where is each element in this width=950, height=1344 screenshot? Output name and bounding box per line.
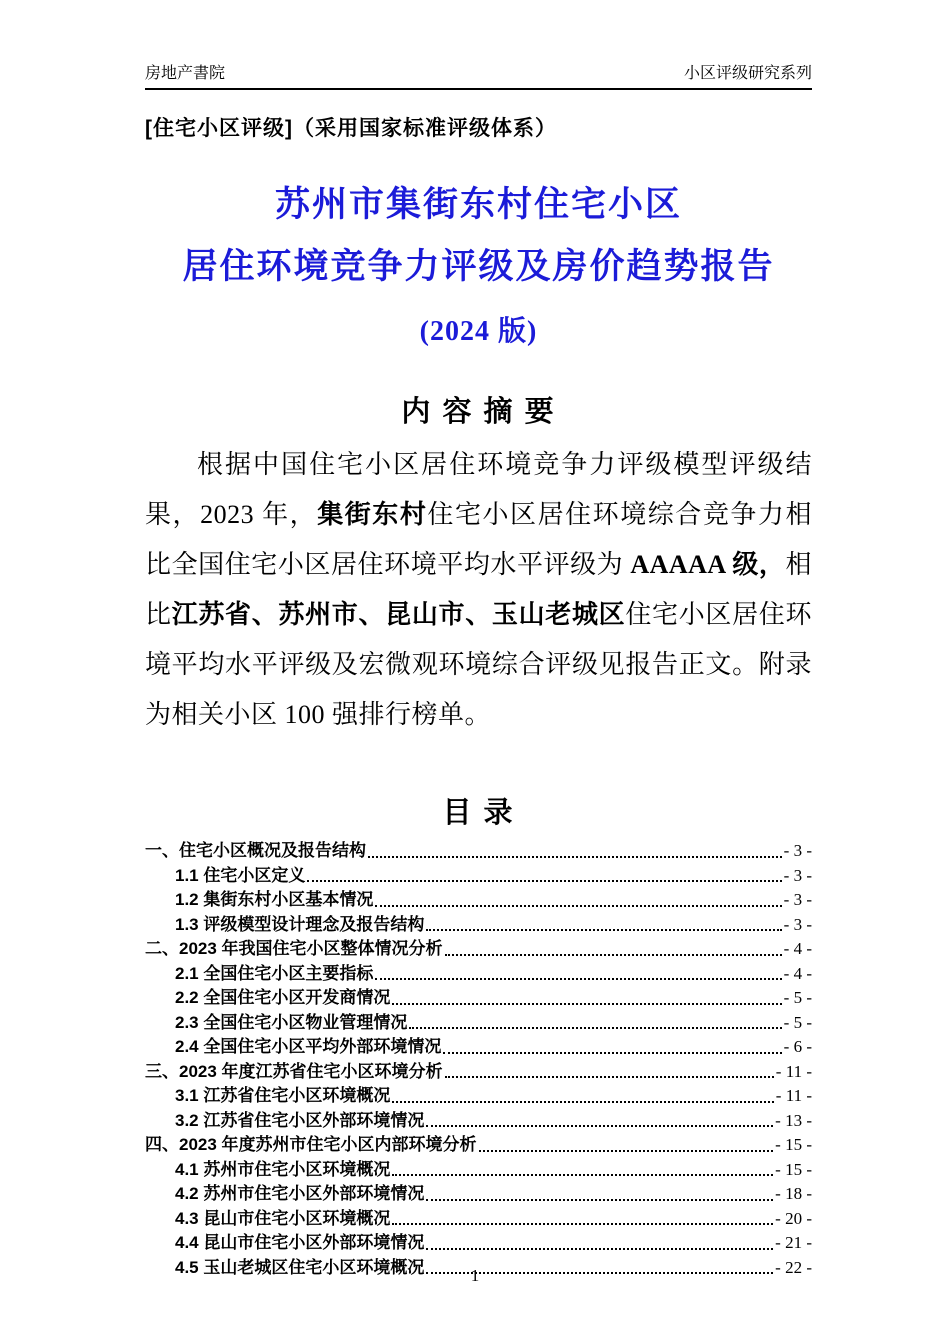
- toc-entry-page-number: - 3 -: [783, 841, 812, 860]
- page-header: [145, 60, 812, 90]
- toc-entry-page-number: - 5 -: [783, 988, 812, 1007]
- toc-leader-dots: [375, 905, 781, 907]
- toc-entry[interactable]: [145, 1133, 812, 1158]
- toc-entry[interactable]: [145, 1060, 812, 1085]
- toc-leader-dots: [426, 1248, 773, 1250]
- toc-leader-dots: [392, 1003, 781, 1005]
- toc-entry[interactable]: [145, 864, 812, 889]
- toc-entry[interactable]: [145, 1231, 812, 1256]
- header-left-text: 房地产書院: [145, 65, 226, 82]
- toc-leader-dots: [445, 1076, 774, 1078]
- toc-entry-page-number: - 22 -: [775, 1257, 812, 1277]
- toc-entry[interactable]: [145, 888, 812, 913]
- toc-leader-dots: [392, 1101, 773, 1103]
- toc-entry[interactable]: [145, 986, 812, 1011]
- header-right-text: 小区评级研究系列: [683, 65, 812, 82]
- toc-entry-label: 4.3 昆山市住宅小区环境概况: [175, 1208, 391, 1228]
- toc-entry-label: 3.1 江苏省住宅小区环境概况: [175, 1086, 391, 1105]
- toc-entry[interactable]: [145, 913, 812, 938]
- report-edition: (2024 版): [419, 316, 538, 347]
- toc-entry-label: 4.1 苏州市住宅小区环境概况: [175, 1159, 391, 1179]
- toc-entry-label: 二、2023 年我国住宅小区整体情况分析: [145, 939, 443, 958]
- toc-entry-label: 2.1 全国住宅小区主要指标: [175, 963, 374, 983]
- report-title-line1: 苏州市集街东村住宅小区: [274, 185, 682, 224]
- toc-entry[interactable]: [145, 1207, 812, 1232]
- toc-entry-page-number: - 6 -: [783, 1037, 812, 1056]
- summary-heading: 内 容 摘 要: [401, 396, 556, 428]
- toc-entry-label: 3.2 江苏省住宅小区外部环境情况: [175, 1110, 425, 1130]
- summary-text: 住宅小区居住环境综合竞争力相比全国住宅小区居住环境平均水平评级为: [145, 500, 812, 579]
- doc-type-subtitle: [住宅小区评级]（采用国家标准评级体系）: [145, 117, 557, 140]
- toc-entry-label: 4.4 昆山市住宅小区外部环境情况: [175, 1233, 425, 1252]
- toc-entry-label: 1.3 评级模型设计理念及报告结构: [175, 914, 425, 934]
- toc-entry-page-number: - 4 -: [783, 939, 812, 958]
- toc-leader-dots: [426, 929, 781, 931]
- toc-leader-dots: [426, 1199, 773, 1201]
- toc-entry-label: 2.2 全国住宅小区开发商情况: [175, 988, 391, 1007]
- toc-entry[interactable]: [145, 937, 812, 962]
- toc-entry-label: 四、2023 年度苏州市住宅小区内部环境分析: [145, 1135, 477, 1154]
- toc-leader-dots: [392, 1223, 773, 1225]
- toc-entry-label: 2.4 全国住宅小区平均外部环境情况: [175, 1037, 442, 1056]
- summary-text-bold: AAAAA 级，: [630, 550, 786, 579]
- toc-entry[interactable]: [145, 839, 812, 864]
- toc-entry-page-number: - 3 -: [783, 890, 812, 909]
- toc-entry-page-number: - 3 -: [783, 914, 812, 934]
- toc-leader-dots: [445, 954, 782, 956]
- toc-entry-page-number: - 18 -: [775, 1184, 812, 1203]
- toc-entry-page-number: - 3 -: [783, 865, 812, 885]
- toc-entry-label: 2.3 全国住宅小区物业管理情况: [175, 1012, 408, 1032]
- toc-entry-page-number: - 15 -: [775, 1135, 812, 1154]
- toc-entry-label: 1.2 集街东村小区基本情况: [175, 890, 374, 909]
- toc-entry[interactable]: [145, 1084, 812, 1109]
- toc-entry-page-number: - 21 -: [775, 1233, 812, 1252]
- toc-leader-dots: [307, 880, 781, 882]
- toc-entry[interactable]: [145, 1182, 812, 1207]
- toc-entry[interactable]: [145, 1109, 812, 1134]
- toc-entry[interactable]: [145, 1011, 812, 1036]
- toc-entry-page-number: - 15 -: [775, 1159, 812, 1179]
- toc-entry-label: 4.2 苏州市住宅小区外部环境情况: [175, 1184, 425, 1203]
- toc-entry-label: 1.1 住宅小区定义: [175, 865, 306, 885]
- toc-leader-dots: [426, 1125, 773, 1127]
- summary-text-bold: 集街东村: [317, 500, 428, 529]
- toc-entry[interactable]: [145, 1035, 812, 1060]
- toc-entry-page-number: - 11 -: [775, 1061, 812, 1081]
- toc-leader-dots: [479, 1150, 774, 1152]
- toc-leader-dots: [392, 1174, 773, 1176]
- report-title-line2: 居住环境竞争力评级及房价趋势报告: [182, 246, 775, 286]
- toc-heading: 目 录: [442, 797, 515, 829]
- toc-entry[interactable]: [145, 962, 812, 987]
- toc-entry-page-number: - 4 -: [783, 963, 812, 983]
- summary-text: 根据中国住宅小区居住环境竞争力评级模型评级结果，2023 年，: [145, 450, 812, 529]
- toc-entry-page-number: - 11 -: [775, 1086, 812, 1105]
- toc-entry-label: 4.5 玉山老城区住宅小区环境概况: [175, 1257, 425, 1277]
- summary-text-bold: 江苏省、苏州市、昆山市、玉山老城区: [171, 600, 626, 629]
- toc-list: [145, 839, 812, 1280]
- toc-entry-label: 一、住宅小区概况及报告结构: [145, 841, 366, 860]
- toc-leader-dots: [375, 978, 781, 980]
- toc-entry-page-number: - 20 -: [775, 1208, 812, 1228]
- summary-text: 住宅小区居住环境平均水平评级及宏微观环境综合评级见报告正文。附录为相关小区 100 强排行榜单。: [145, 600, 812, 729]
- summary-text: 相比: [145, 550, 812, 629]
- page-number-footer: 1: [470, 1266, 480, 1285]
- toc-entry[interactable]: [145, 1158, 812, 1183]
- toc-leader-dots: [443, 1052, 781, 1054]
- toc-entry-label: 三、2023 年度江苏省住宅小区环境分析: [145, 1061, 443, 1081]
- toc-leader-dots: [409, 1027, 781, 1029]
- toc-entry-page-number: - 13 -: [775, 1110, 812, 1130]
- summary-paragraph: [145, 440, 812, 740]
- toc-entry-page-number: - 5 -: [783, 1012, 812, 1032]
- toc-leader-dots: [368, 856, 782, 858]
